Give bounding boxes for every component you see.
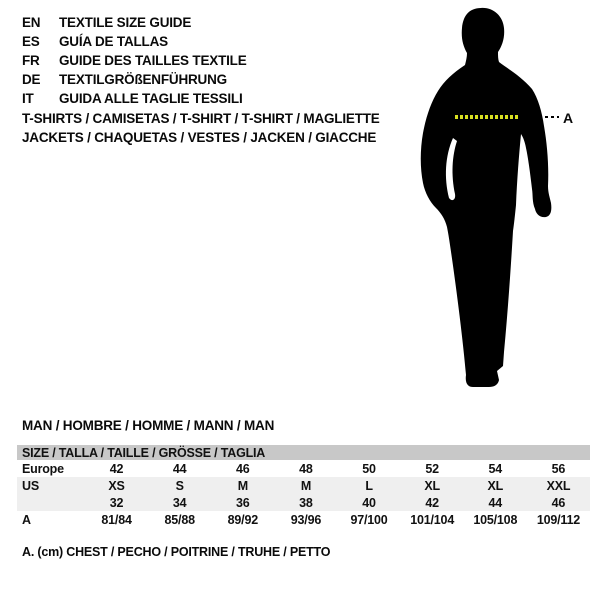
language-label: TEXTILGRÖßENFÜHRUNG bbox=[59, 72, 227, 87]
man-silhouette-figure bbox=[405, 0, 600, 400]
size-table-cell: 89/92 bbox=[227, 512, 258, 527]
size-table-row-label: Europe bbox=[22, 461, 64, 476]
language-row bbox=[22, 89, 247, 108]
size-table-cell: XXL bbox=[546, 478, 571, 493]
language-row bbox=[22, 51, 247, 70]
size-table-row bbox=[17, 511, 590, 528]
language-label: TEXTILE SIZE GUIDE bbox=[59, 15, 192, 30]
language-code: IT bbox=[22, 91, 34, 106]
size-table-row-label bbox=[17, 494, 85, 511]
language-list bbox=[22, 13, 247, 108]
language-code: EN bbox=[22, 15, 41, 30]
size-table-cell: 52 bbox=[425, 461, 439, 476]
size-table-row-label: US bbox=[22, 478, 39, 493]
language-label: GUIDE DES TAILLES TEXTILE bbox=[59, 53, 247, 68]
measure-label-a: A bbox=[563, 110, 574, 126]
category-line-tshirts: T-SHIRTS / CAMISETAS / T-SHIRT / T-SHIRT / MAGLIETTE bbox=[22, 111, 380, 126]
size-table-row bbox=[17, 477, 590, 494]
language-row bbox=[22, 32, 247, 51]
size-table-row-label: A bbox=[22, 512, 31, 527]
size-table-cell: M bbox=[237, 478, 248, 493]
size-table-cell: L bbox=[365, 478, 373, 493]
size-table-cell: 44 bbox=[172, 461, 187, 476]
size-table-cell: 42 bbox=[109, 461, 124, 476]
size-table-cell: 93/96 bbox=[290, 512, 322, 527]
size-table-cell: 56 bbox=[551, 461, 566, 476]
size-table-cell: 46 bbox=[236, 461, 250, 476]
language-code: FR bbox=[22, 53, 40, 68]
size-table-cell: XL bbox=[487, 478, 504, 493]
size-table-cell: 36 bbox=[236, 495, 250, 510]
size-table-row bbox=[17, 460, 590, 477]
size-table-cell: 50 bbox=[362, 461, 376, 476]
language-label: GUIDA ALLE TAGLIE TESSILI bbox=[59, 91, 243, 106]
size-table-cell: XL bbox=[424, 478, 440, 493]
size-table-cell: 46 bbox=[551, 495, 566, 510]
size-table-cell: 48 bbox=[299, 461, 313, 476]
size-table-cell: 97/100 bbox=[350, 512, 388, 527]
size-table-cell: 85/88 bbox=[164, 512, 195, 527]
man-silhouette bbox=[421, 8, 552, 387]
size-table-row bbox=[17, 494, 590, 511]
size-table-header: SIZE / TALLA / TAILLE / GRÖSSE / TAGLIA bbox=[17, 445, 590, 460]
size-table-cell: 44 bbox=[488, 495, 503, 510]
category-line-jackets: JACKETS / CHAQUETAS / VESTES / JACKEN / GIACCHE bbox=[22, 130, 377, 145]
size-table-cell: 81/84 bbox=[101, 512, 132, 527]
size-table-cell: 34 bbox=[172, 495, 187, 510]
category-titles bbox=[22, 109, 380, 147]
size-table bbox=[17, 445, 590, 528]
language-code: DE bbox=[22, 72, 41, 87]
size-table-cell: S bbox=[175, 478, 184, 493]
size-table-cell: XS bbox=[108, 478, 125, 493]
language-row bbox=[22, 13, 247, 32]
size-table-cell: 38 bbox=[299, 495, 313, 510]
size-table-cell: 42 bbox=[425, 495, 439, 510]
language-code: ES bbox=[22, 34, 40, 49]
size-table-header-row bbox=[17, 445, 590, 460]
size-table-cell: M bbox=[300, 478, 312, 493]
measurement-footnote: A. (cm) CHEST / PECHO / POITRINE / TRUHE / PETTO bbox=[22, 545, 331, 559]
size-table-cell: 40 bbox=[362, 495, 376, 510]
size-table-cell: 105/108 bbox=[473, 512, 518, 527]
size-table-cell: 109/112 bbox=[536, 512, 580, 527]
size-table-cell: 54 bbox=[488, 461, 503, 476]
size-table-cell: 101/104 bbox=[410, 512, 455, 527]
language-row bbox=[22, 70, 247, 89]
section-title-man: MAN / HOMBRE / HOMME / MANN / MAN bbox=[22, 418, 275, 433]
size-table-cell: 32 bbox=[109, 495, 124, 510]
language-label: GUÍA DE TALLAS bbox=[59, 34, 168, 49]
